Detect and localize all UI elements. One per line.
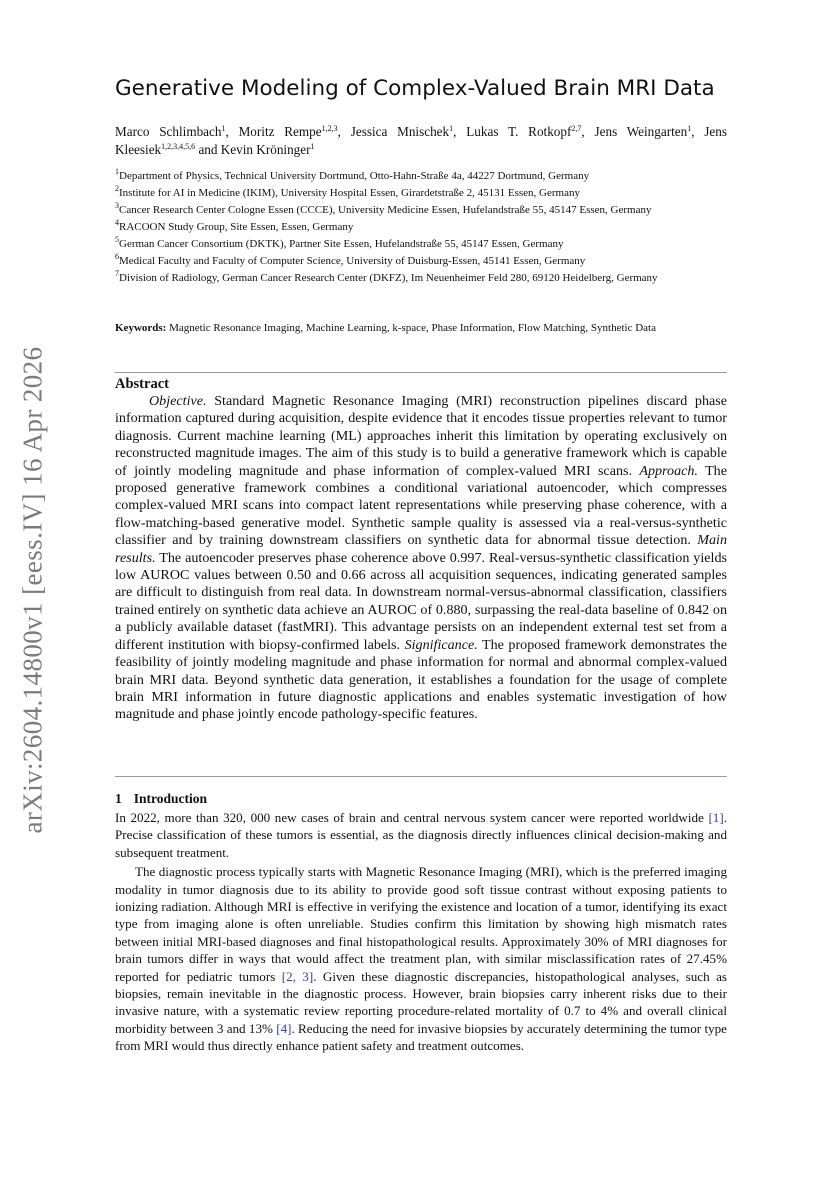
keywords-line xyxy=(115,320,727,337)
author-list xyxy=(115,123,727,159)
affiliation-item xyxy=(115,219,727,236)
abstract-top-rule xyxy=(115,372,727,373)
section-number: 1 xyxy=(115,791,122,806)
affiliation-number: 1 xyxy=(115,167,119,176)
affiliation-text: Medical Faculty and Faculty of Computer Science, University of Duisburg-Essen, 45141 Essen, Germany xyxy=(119,255,586,267)
citation-link[interactable]: [2, 3] xyxy=(281,968,314,984)
author-separator: and xyxy=(195,142,221,157)
intro-text: In 2022, more than 320, 000 new cases of brain and central nervous system cancer were reported worldwide xyxy=(115,810,709,825)
intro-text: . Reducing the need for invasive biopsies by accurately determining the tumor type from MRI would thus directly enhance patient safety and treatment outcomes. xyxy=(115,1020,727,1054)
author-separator: , xyxy=(337,124,351,139)
author-separator: , xyxy=(581,124,595,139)
affiliation-text: Institute for AI in Medicine (IKIM), University Hospital Essen, Girardetstraße 2, 45131 Essen, Germany xyxy=(119,187,580,199)
affiliation-item xyxy=(115,168,727,185)
author-separator: , xyxy=(691,124,705,139)
intro-paragraph xyxy=(115,863,727,1054)
arxiv-identifier-text: arXiv:2604.14800v1 [eess.IV] 16 Apr 2026 xyxy=(17,346,48,834)
objective-label: Objective. xyxy=(149,393,207,409)
affiliation-text: Cancer Research Center Cologne Essen (CCCE), University Medicine Essen, Hufelandstraße 55, 45147 Essen, Germany xyxy=(119,204,652,216)
affiliation-item xyxy=(115,270,727,287)
affiliation-item xyxy=(115,236,727,253)
significance-label: Significance. xyxy=(404,636,478,653)
author-name: Marco Schlimbach xyxy=(115,124,222,139)
objective-text: Standard Magnetic Resonance Imaging (MRI) reconstruction pipelines discard phase information captured during acquisition, despite evidence that it encodes tissue properties relevant to tumor diagnosis. Current machine learning (ML) approaches inherit this limitation by operating exclusively on reconstructed magnitude images. The aim of this study is to build a generative framework which is capable of jointly modeling magnitude and phase information of complex-valued MRI scans. xyxy=(115,393,728,479)
keywords-label: Keywords: xyxy=(115,322,167,334)
intro-text: . Precise classification of these tumors is essential, as the diagnosis directly influences clinical decision-making and subsequent treatment. xyxy=(115,810,727,860)
affiliation-text: Division of Radiology, German Cancer Research Center (DKFZ), Im Neuenheimer Feld 280, 69120 Heidelberg, Germany xyxy=(119,272,658,284)
keywords-text: Magnetic Resonance Imaging, Machine Learning, k-space, Phase Information, Flow Matching, Synthetic Data xyxy=(169,322,656,334)
citation-link[interactable]: [1] xyxy=(708,810,724,825)
section-title: Introduction xyxy=(133,791,208,806)
abstract-body xyxy=(115,393,727,724)
results-label: Main results. xyxy=(115,532,727,566)
intro-paragraph xyxy=(115,809,727,861)
introduction-body xyxy=(115,809,727,1055)
affiliation-text: RACOON Study Group, Site Essen, Essen, Germany xyxy=(119,221,354,233)
affiliation-list xyxy=(115,168,727,287)
affiliation-text: Department of Physics, Technical University Dortmund, Otto-Hahn-Straße 4a, 44227 Dortmund, Germany xyxy=(119,170,590,182)
author-name: Kevin Kröninger xyxy=(220,142,311,157)
affiliation-item xyxy=(115,185,727,202)
affiliation-number: 5 xyxy=(115,235,119,244)
author-name: Jens Kleesiek xyxy=(115,124,728,157)
author-affiliation-marker: 1,2,3 xyxy=(321,124,338,133)
affiliation-item xyxy=(115,202,727,219)
section-heading-introduction xyxy=(115,791,207,807)
affiliation-number: 4 xyxy=(115,218,119,227)
author-affiliation-marker: 1 xyxy=(687,124,692,133)
approach-text: The proposed generative framework combines a conditional variational autoencoder, which compresses complex-valued MRI scans into compact latent representations while preserving phase coherence, with a flow-matching-based generative model. Synthetic sample quality is assessed via a real-versus-synthetic classifier and by training downstream classifiers on synthetic data for abnormal tissue detection. xyxy=(115,462,727,549)
intro-text: The diagnostic process typically starts with Magnetic Resonance Imaging (MRI), which is the preferred imaging modality in tumor diagnosis due to its ability to provide good soft tissue contrast without exposing patients to ionizing radiation. Although MRI is effective in verifying the existence and location of a tumor, identifying its exact type from imaging alone is often unreliable. Studies confirm this limitation by showing high mismatch rates between initial MRI-based diagnoses and final histopathological results. Approximately 30% of MRI diagnoses for brain tumors differ in ways that would affect the treatment plan, with similar misclassification rates of 27.45% reported for pediatric tumors xyxy=(115,864,727,984)
intro-text: . Given these diagnostic discrepancies, histopathological analyses, such as biopsies, remain inevitable in the diagnostic process. However, brain biopsies carry inherent risks due to their invasive nature, with a systematic review reporting procedure-related mortality of 0.7 to 4% and overall clinical morbidity between 3 and 13% xyxy=(115,968,727,1036)
abstract-heading: Abstract xyxy=(115,376,169,392)
author-affiliation-marker: 1 xyxy=(221,124,226,133)
affiliation-number: 3 xyxy=(115,201,119,210)
citation-link[interactable]: [4] xyxy=(276,1020,292,1036)
significance-text: The proposed framework demonstrates the feasibility of jointly modeling magnitude and phase information for normal and abnormal complex-valued brain MRI data. Beyond synthetic data generation, it establishes a foundation for the usage of complete brain MRI information in future diagnostic applications and enables systematic investigation of how magnitude and phase jointly encode pathology-specific features. xyxy=(115,636,727,723)
abstract-bottom-rule xyxy=(115,776,727,777)
affiliation-number: 2 xyxy=(115,184,119,193)
author-affiliation-marker: 1 xyxy=(449,124,454,133)
approach-label: Approach. xyxy=(639,462,698,479)
author-affiliation-marker: 2,7 xyxy=(571,124,582,133)
author-separator: , xyxy=(225,124,239,139)
arxiv-identifier-stamp xyxy=(8,340,58,840)
paper-title: Generative Modeling of Complex-Valued Brain MRI Data xyxy=(115,76,715,101)
author-name: Jens Weingarten xyxy=(594,124,688,139)
results-text: The autoencoder preserves phase coherence above 0.997. Real-versus-synthetic classification yields low AUROC values between 0.50 and 0.66 across all acquisition sequences, indicating generated samples are difficult to distinguish from real data. In downstream normal-versus-abnormal classification, classifiers trained entirely on synthetic data achieve an AUROC of 0.880, surpassing the real-data baseline of 0.842 on a publicly available dataset (fastMRI). This advantage persists on an independent external test set from a different institution with biopsy-confirmed labels. xyxy=(115,549,727,653)
affiliation-number: 6 xyxy=(115,252,119,261)
affiliation-number: 7 xyxy=(115,269,119,278)
author-affiliation-marker: 1,2,3,4,5,6 xyxy=(161,142,196,151)
affiliation-text: German Cancer Consortium (DKTK), Partner Site Essen, Hufelandstraße 55, 45147 Essen, Germany xyxy=(119,238,564,250)
affiliation-item xyxy=(115,253,727,270)
author-name: Moritz Rempe xyxy=(238,124,322,139)
author-separator: , xyxy=(453,124,467,139)
author-name: Jessica Mnischek xyxy=(350,124,450,139)
author-name: Lukas T. Rotkopf xyxy=(466,124,572,139)
author-affiliation-marker: 1 xyxy=(310,142,315,151)
